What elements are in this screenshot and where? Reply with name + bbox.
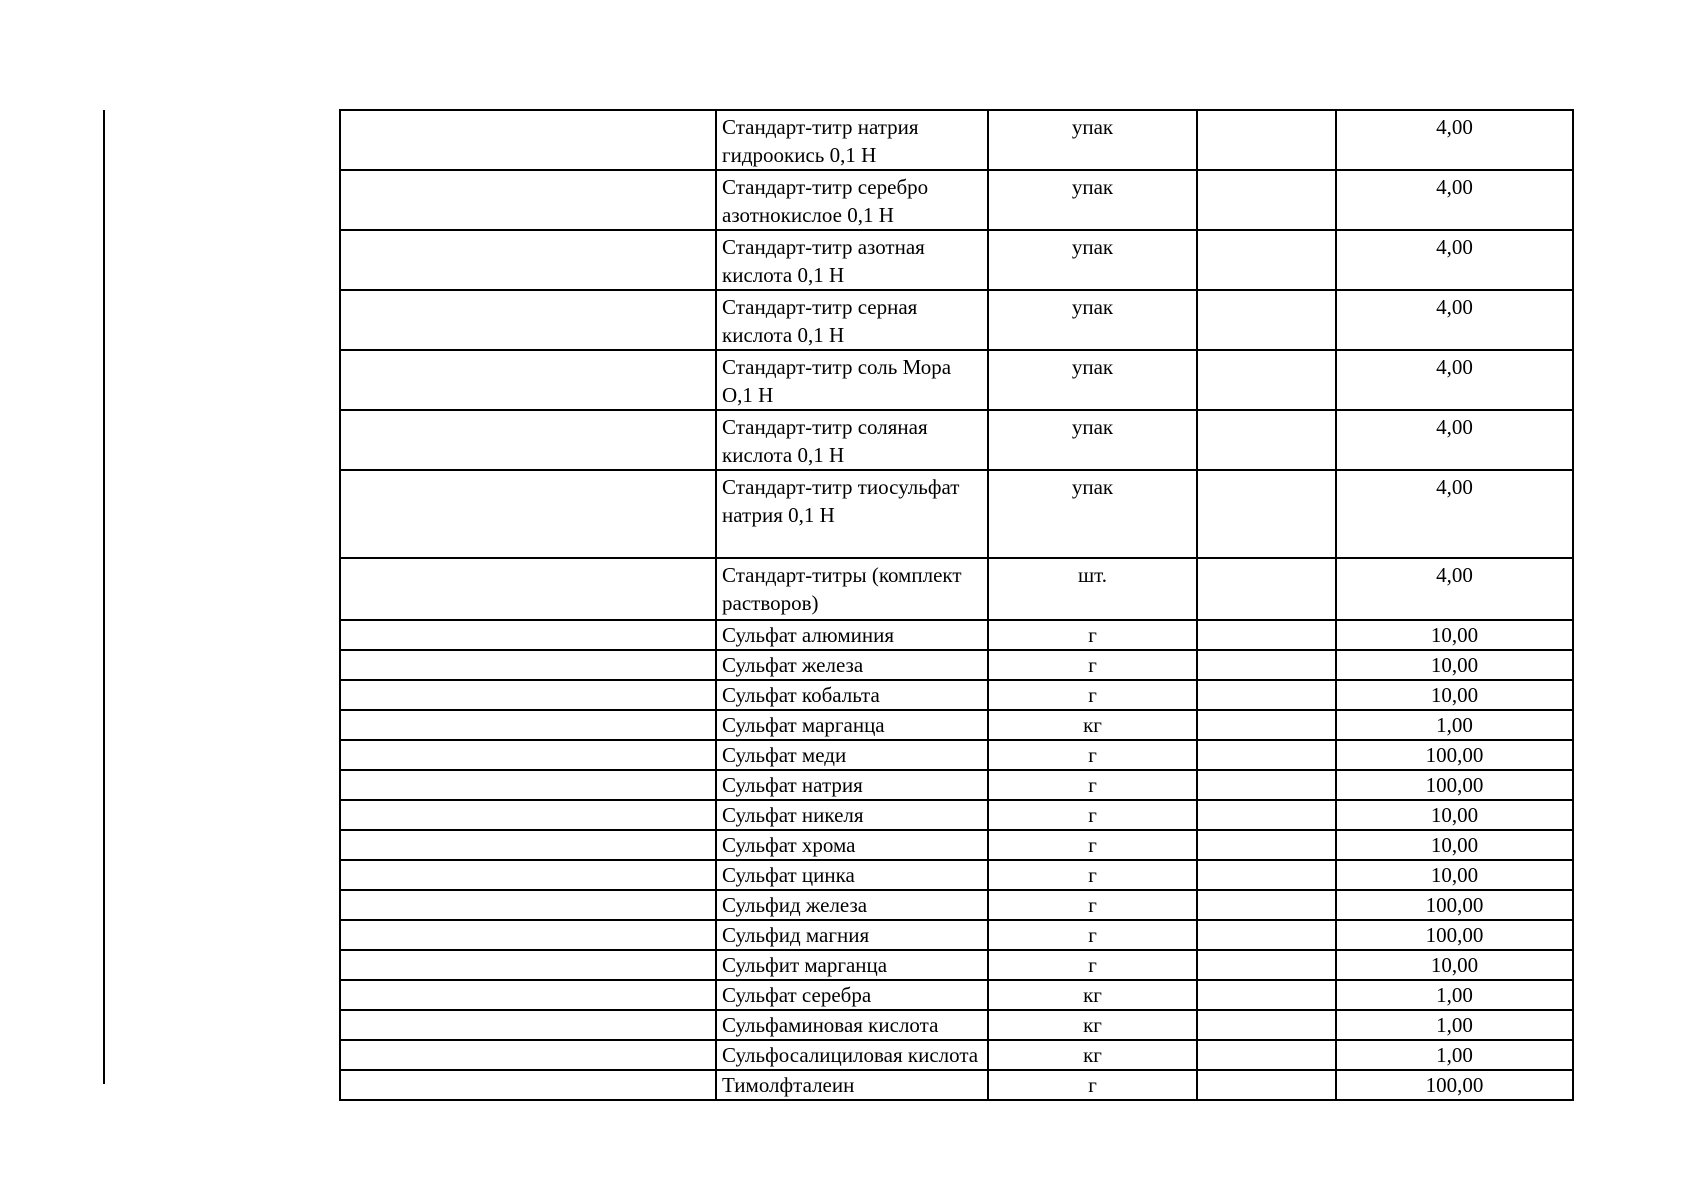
item-name-cell: Тимолфталеин — [716, 1070, 988, 1100]
item-name-cell: Стандарт-титр азотная кислота 0,1 Н — [716, 230, 988, 290]
empty-cell — [340, 650, 716, 680]
unit-cell: г — [988, 890, 1197, 920]
empty-cell — [340, 230, 716, 290]
empty-cell — [1197, 558, 1336, 620]
empty-cell — [340, 680, 716, 710]
quantity-cell: 4,00 — [1336, 470, 1573, 558]
table-row — [340, 170, 1573, 230]
quantity-cell: 10,00 — [1336, 650, 1573, 680]
empty-cell — [1197, 470, 1336, 558]
table-row — [340, 350, 1573, 410]
empty-cell — [1197, 770, 1336, 800]
table-row — [340, 860, 1573, 890]
empty-cell — [340, 830, 716, 860]
item-name-cell: Сульфат кобальта — [716, 680, 988, 710]
empty-cell — [340, 980, 716, 1010]
table-row — [340, 650, 1573, 680]
unit-cell: упак — [988, 110, 1197, 170]
unit-cell: кг — [988, 980, 1197, 1010]
empty-cell — [1197, 740, 1336, 770]
unit-cell: г — [988, 770, 1197, 800]
empty-cell — [1197, 890, 1336, 920]
empty-cell — [340, 770, 716, 800]
unit-cell: г — [988, 860, 1197, 890]
empty-cell — [1197, 950, 1336, 980]
quantity-cell: 10,00 — [1336, 620, 1573, 650]
quantity-cell: 100,00 — [1336, 920, 1573, 950]
empty-cell — [340, 920, 716, 950]
quantity-cell: 100,00 — [1336, 770, 1573, 800]
empty-cell — [1197, 170, 1336, 230]
item-name-cell: Стандарт-титр серная кислота 0,1 Н — [716, 290, 988, 350]
reagents-table-body — [340, 110, 1573, 1100]
reagents-table — [339, 109, 1574, 1101]
empty-cell — [1197, 710, 1336, 740]
item-name-cell: Сульфат алюминия — [716, 620, 988, 650]
quantity-cell: 10,00 — [1336, 950, 1573, 980]
empty-cell — [1197, 350, 1336, 410]
unit-cell: г — [988, 740, 1197, 770]
quantity-cell: 4,00 — [1336, 410, 1573, 470]
quantity-cell: 4,00 — [1336, 230, 1573, 290]
empty-cell — [340, 800, 716, 830]
item-name-cell: Сульфат цинка — [716, 860, 988, 890]
quantity-cell: 4,00 — [1336, 110, 1573, 170]
table-row — [340, 230, 1573, 290]
item-name-cell: Сульфат хрома — [716, 830, 988, 860]
unit-cell: г — [988, 920, 1197, 950]
empty-cell — [340, 860, 716, 890]
table-row — [340, 290, 1573, 350]
quantity-cell: 100,00 — [1336, 740, 1573, 770]
table-row — [340, 890, 1573, 920]
unit-cell: упак — [988, 230, 1197, 290]
item-name-cell: Сульфат меди — [716, 740, 988, 770]
empty-cell — [1197, 620, 1336, 650]
item-name-cell: Сульфат натрия — [716, 770, 988, 800]
item-name-cell: Сульфид магния — [716, 920, 988, 950]
empty-cell — [1197, 860, 1336, 890]
empty-cell — [340, 710, 716, 740]
table-row — [340, 830, 1573, 860]
item-name-cell: Сульфаминовая кислота — [716, 1010, 988, 1040]
empty-cell — [340, 740, 716, 770]
item-name-cell: Стандарт-титр натрия гидроокись 0,1 Н — [716, 110, 988, 170]
table-row — [340, 558, 1573, 620]
table-row — [340, 1040, 1573, 1070]
quantity-cell: 1,00 — [1336, 980, 1573, 1010]
empty-cell — [340, 350, 716, 410]
empty-cell — [1197, 1010, 1336, 1040]
quantity-cell: 4,00 — [1336, 170, 1573, 230]
table-row — [340, 740, 1573, 770]
empty-cell — [1197, 920, 1336, 950]
unit-cell: кг — [988, 710, 1197, 740]
item-name-cell: Сульфат никеля — [716, 800, 988, 830]
quantity-cell: 1,00 — [1336, 1010, 1573, 1040]
empty-cell — [1197, 650, 1336, 680]
unit-cell: г — [988, 800, 1197, 830]
empty-cell — [1197, 230, 1336, 290]
quantity-cell: 1,00 — [1336, 1040, 1573, 1070]
table-row — [340, 1070, 1573, 1100]
table-row — [340, 410, 1573, 470]
unit-cell: упак — [988, 290, 1197, 350]
quantity-cell: 10,00 — [1336, 830, 1573, 860]
empty-cell — [340, 110, 716, 170]
item-name-cell: Сульфат серебра — [716, 980, 988, 1010]
left-margin-rule — [103, 110, 105, 1084]
quantity-cell: 100,00 — [1336, 1070, 1573, 1100]
item-name-cell: Стандарт-титры (комплект растворов) — [716, 558, 988, 620]
empty-cell — [1197, 830, 1336, 860]
unit-cell: упак — [988, 410, 1197, 470]
empty-cell — [1197, 110, 1336, 170]
empty-cell — [1197, 410, 1336, 470]
empty-cell — [1197, 1070, 1336, 1100]
table-row — [340, 770, 1573, 800]
empty-cell — [340, 1070, 716, 1100]
unit-cell: упак — [988, 470, 1197, 558]
quantity-cell: 100,00 — [1336, 890, 1573, 920]
empty-cell — [1197, 1040, 1336, 1070]
empty-cell — [1197, 680, 1336, 710]
table-row — [340, 980, 1573, 1010]
table-row — [340, 920, 1573, 950]
empty-cell — [340, 1010, 716, 1040]
unit-cell: шт. — [988, 558, 1197, 620]
unit-cell: г — [988, 650, 1197, 680]
empty-cell — [340, 1040, 716, 1070]
table-row — [340, 620, 1573, 650]
unit-cell: г — [988, 1070, 1197, 1100]
table-row — [340, 950, 1573, 980]
empty-cell — [340, 170, 716, 230]
table-row — [340, 710, 1573, 740]
unit-cell: упак — [988, 350, 1197, 410]
item-name-cell: Стандарт-титр серебро азотнокислое 0,1 Н — [716, 170, 988, 230]
empty-cell — [1197, 980, 1336, 1010]
empty-cell — [340, 620, 716, 650]
quantity-cell: 10,00 — [1336, 680, 1573, 710]
unit-cell: г — [988, 950, 1197, 980]
table-row — [340, 470, 1573, 558]
unit-cell: г — [988, 830, 1197, 860]
table-row — [340, 800, 1573, 830]
quantity-cell: 10,00 — [1336, 860, 1573, 890]
table-row — [340, 110, 1573, 170]
quantity-cell: 10,00 — [1336, 800, 1573, 830]
quantity-cell: 4,00 — [1336, 290, 1573, 350]
unit-cell: упак — [988, 170, 1197, 230]
empty-cell — [340, 950, 716, 980]
item-name-cell: Сульфит марганца — [716, 950, 988, 980]
empty-cell — [1197, 800, 1336, 830]
empty-cell — [340, 410, 716, 470]
quantity-cell: 4,00 — [1336, 350, 1573, 410]
item-name-cell: Сульфат железа — [716, 650, 988, 680]
empty-cell — [340, 890, 716, 920]
table-row — [340, 680, 1573, 710]
item-name-cell: Стандарт-титр тиосульфат натрия 0,1 Н — [716, 470, 988, 558]
item-name-cell: Сульфид железа — [716, 890, 988, 920]
empty-cell — [340, 290, 716, 350]
unit-cell: кг — [988, 1010, 1197, 1040]
unit-cell: г — [988, 620, 1197, 650]
item-name-cell: Стандарт-титр соль Мора О,1 Н — [716, 350, 988, 410]
quantity-cell: 1,00 — [1336, 710, 1573, 740]
empty-cell — [1197, 290, 1336, 350]
empty-cell — [340, 470, 716, 558]
empty-cell — [340, 558, 716, 620]
unit-cell: кг — [988, 1040, 1197, 1070]
item-name-cell: Стандарт-титр соляная кислота 0,1 Н — [716, 410, 988, 470]
table-row — [340, 1010, 1573, 1040]
item-name-cell: Сульфат марганца — [716, 710, 988, 740]
item-name-cell: Сульфосалициловая кислота — [716, 1040, 988, 1070]
unit-cell: г — [988, 680, 1197, 710]
quantity-cell: 4,00 — [1336, 558, 1573, 620]
